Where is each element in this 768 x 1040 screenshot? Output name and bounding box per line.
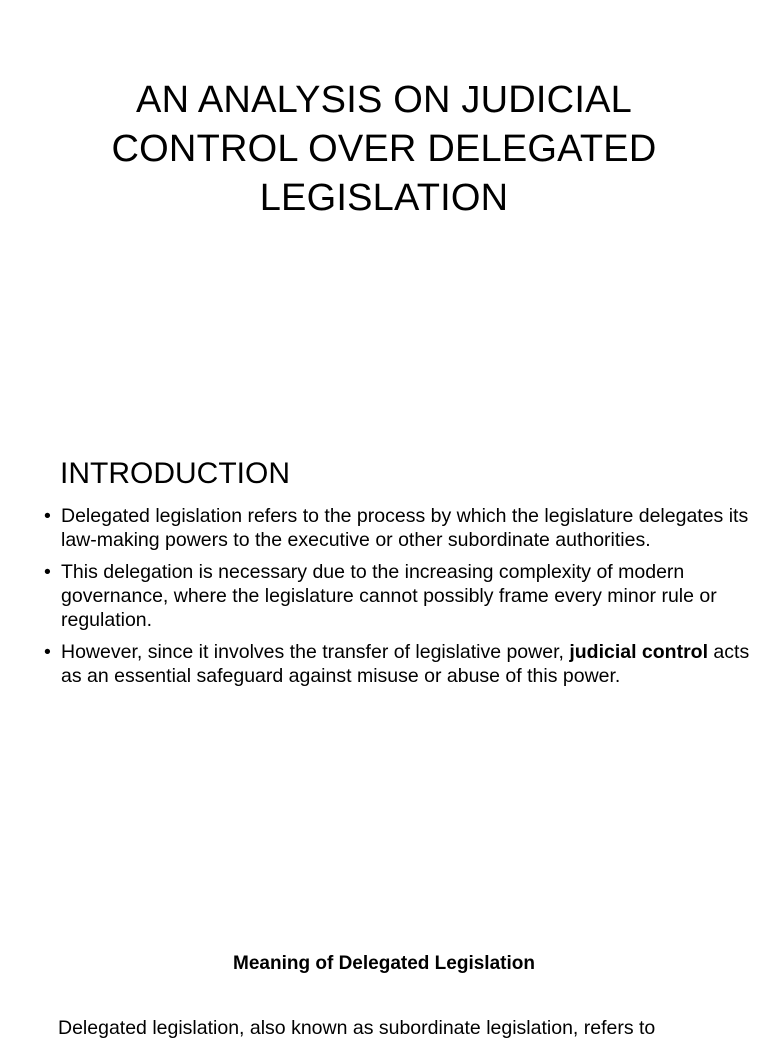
list-item [44, 560, 756, 632]
bullet-icon: • [44, 561, 51, 583]
meaning-heading: Meaning of Delegated Legislation [233, 953, 535, 974]
bullet-text: This delegation is necessary due to the increasing complexity of modern governance, where the legislature cannot possibly frame every minor rule or regulation. [61, 561, 717, 631]
bullet-text-bold: judicial control [569, 641, 709, 663]
title-slide [0, 0, 768, 420]
list-item [44, 504, 756, 552]
introduction-heading: INTRODUCTION [60, 457, 290, 490]
introduction-slide [0, 440, 768, 920]
bullet-text-after: acts as an essential safeguard against misuse or abuse of this power. [61, 641, 750, 687]
introduction-bullet-list [44, 504, 756, 696]
list-item [44, 640, 756, 688]
bullet-icon: • [44, 505, 51, 527]
bullet-text-before: However, since it involves the transfer of legislative power, [61, 641, 570, 663]
bullet-icon: • [44, 641, 51, 663]
meaning-slide [0, 940, 768, 1039]
document-title: AN ANALYSIS ON JUDICIAL CONTROL OVER DELEGATED LEGISLATION [111, 79, 657, 219]
bullet-text: Delegated legislation refers to the process by which the legislature delegates its law-making powers to the executive or other subordinate authorities. [61, 505, 749, 551]
meaning-first-line: Delegated legislation, also known as subordinate legislation, refers to [58, 1017, 656, 1039]
